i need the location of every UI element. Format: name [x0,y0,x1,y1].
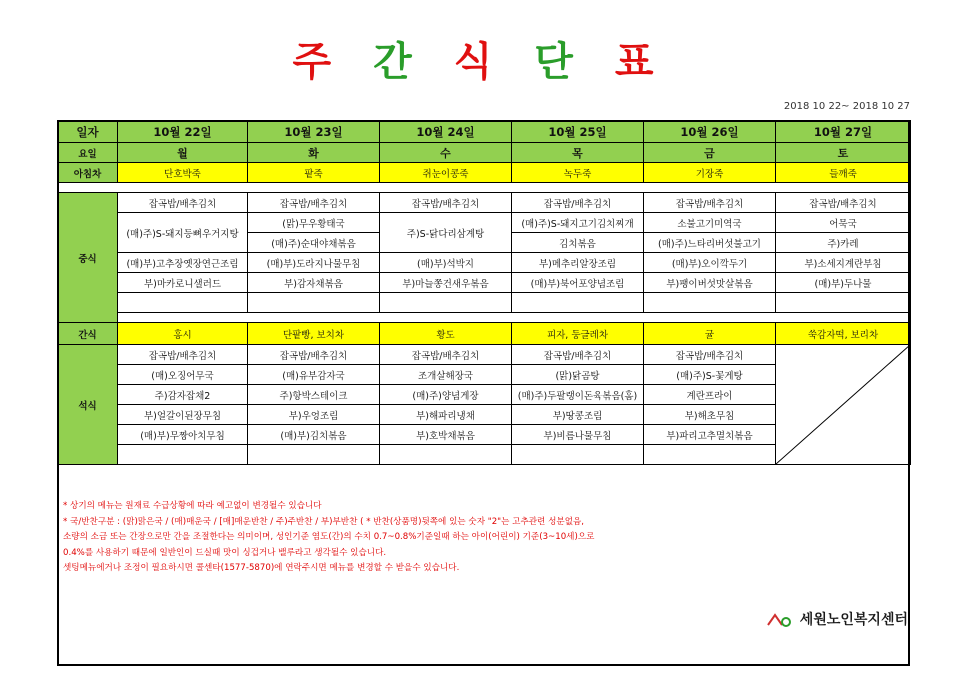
label-lunch: 중식 [58,193,118,323]
label-date: 일자 [58,121,118,143]
page-title [0,30,960,87]
date-cell: 10월 24일 [380,121,512,143]
date-cell: 10월 26일 [644,121,776,143]
dinner-item: 계란프라이 [644,385,776,405]
dinner-item: 주)감자잡채2 [118,385,248,405]
dinner-item: (매)주)두팔랭이돈육볶음(홈) [512,385,644,405]
note-line: * 상기의 메뉴는 원재료 수급상황에 따라 예고없이 변경될수 있습니다 [63,501,322,511]
dow-cell: 화 [248,143,380,163]
note-line: 소량의 소금 또는 간장으로만 간을 조절한다는 의미이며, 성인기준 염도(간)의 수치 0.7~0.8%기준일때 하는 아이(어린이) 기준(3~10세)으로 [63,532,595,542]
snack-cell: 단팥빵, 보치차 [248,323,380,345]
dinner-item: 조개살해장국 [380,365,512,385]
dow-cell: 월 [118,143,248,163]
dinner-item: (맑)닭곰탕 [512,365,644,385]
lunch-item: 잡곡밥/배추김치 [644,193,776,213]
lunch-item: (매)주)S-돼지고기김치찌개 [512,213,644,233]
lunch-item: (매)부)두나물 [776,273,911,293]
date-cell: 10월 23일 [248,121,380,143]
breakfast-cell: 들깨죽 [776,163,911,183]
dinner-item: (매)오징어무국 [118,365,248,385]
lunch-item: (매)주)순대야채볶음 [248,233,380,253]
lunch-item: 잡곡밥/배추김치 [248,193,380,213]
date-range: 2018 10 22~ 2018 10 27 [783,101,910,112]
dinner-item: 부)땅콩조림 [512,405,644,425]
lunch-item: (매)부)오이깍두기 [644,253,776,273]
lunch-item: 어묵국 [776,213,911,233]
lunch-item: (매)부)석박지 [380,253,512,273]
lunch-item: (매)주)S-돼지등뼈우거지탕 [118,213,248,253]
dinner-item: (매)유부감자국 [248,365,380,385]
dinner-item: 부)우엉조림 [248,405,380,425]
date-cell: 10월 25일 [512,121,644,143]
dinner-item: (매)부)무짱아치무침 [118,425,248,445]
lunch-item: 부)감자채볶음 [248,273,380,293]
dinner-item: 부)비름나물무침 [512,425,644,445]
label-breakfast: 아침차 [58,163,118,183]
dinner-item: 잡곡밥/배추김치 [248,345,380,365]
lunch-item: 부)소세지계란부침 [776,253,911,273]
breakfast-cell: 쥐눈이콩죽 [380,163,512,183]
lunch-item: 부)팽이버섯맛살볶음 [644,273,776,293]
dinner-item: (매)주)S-꽃게탕 [644,365,776,385]
lunch-item: 주)카레 [776,233,911,253]
dinner-item: 잡곡밥/배추김치 [380,345,512,365]
lunch-item: (매)부)북어포양념조림 [512,273,644,293]
lunch-item: (매)부)도라지나물무침 [248,253,380,273]
lunch-item: (매)부)고추장옛장연근조림 [118,253,248,273]
title-char: 주 [292,39,346,85]
dow-cell: 금 [644,143,776,163]
dinner-item: (매)부)김치볶음 [248,425,380,445]
label-dow: 요일 [58,143,118,163]
org-name: 세원노인복지센터 [799,612,908,628]
title-char: 간 [373,39,426,85]
label-dinner: 석식 [58,345,118,465]
lunch-item: 부)메추리알장조림 [512,253,644,273]
dow-cell: 목 [512,143,644,163]
lunch-item: (매)주)느타리버섯불고기 [644,233,776,253]
lunch-item: 부)마늘쫑건새우볶음 [380,273,512,293]
lunch-item: 소불고기미역국 [644,213,776,233]
dinner-item: 잡곡밥/배추김치 [118,345,248,365]
breakfast-cell: 기장죽 [644,163,776,183]
note-line: 0.4%를 사용하기 때문에 일반인이 드실때 맛이 싱겁거나 밸루라고 생각될수 있습니다. [63,547,387,558]
dinner-item: 잡곡밥/배추김치 [512,345,644,365]
lunch-item: 김치볶음 [512,233,644,253]
dinner-item: 부)해초무침 [644,405,776,425]
dinner-item: 부)해파리냉채 [380,405,512,425]
lunch-item: 잡곡밥/배추김치 [118,193,248,213]
lunch-item: 주)S-닭다리삼계탕 [380,213,512,253]
note-line: 셋팅메뉴에거나 조정이 필요하시면 콜센타(1577-5870)에 연락주시면 메뉴를 변경할 수 받을수 있습니다. [63,563,460,573]
lunch-item: (맑)무우황태국 [248,213,380,233]
breakfast-cell: 단호박죽 [118,163,248,183]
dinner-item: 잡곡밥/배추김치 [644,345,776,365]
dinner-item: 부)얼갈이된장무침 [118,405,248,425]
dinner-item: 부)호박채볶음 [380,425,512,445]
house-logo-icon [766,610,792,628]
dow-cell: 수 [380,143,512,163]
title-char: 단 [534,39,587,85]
breakfast-cell: 녹두죽 [512,163,644,183]
date-cell: 10월 22일 [118,121,248,143]
lunch-item: 잡곡밥/배추김치 [512,193,644,213]
snack-cell: 귤 [644,323,776,345]
title-char: 식 [453,39,507,85]
dinner-item: (매)주)양념게장 [380,385,512,405]
snack-cell: 황도 [380,323,512,345]
lunch-item: 부)마카로니샐러드 [118,273,248,293]
note-line: * 국/반찬구분 : (맑)맑은국 / (매)매운국 / [매]매운반찬 / 주)주반찬 / 부)부반찬 ( * 반찬(상품명)뒷쪽에 있는 숫자 "2"는 고추관련 성분없음, [63,516,585,527]
dinner-item: 부)파리고추멸치볶음 [644,425,776,445]
breakfast-cell: 팥죽 [248,163,380,183]
lunch-item: 잡곡밥/배추김치 [380,193,512,213]
dinner-item: 주)항박스테이크 [248,385,380,405]
snack-cell: 피자, 둥글레차 [512,323,644,345]
lunch-item: 잡곡밥/배추김치 [776,193,911,213]
notes-block [63,499,903,577]
snack-cell: 홍시 [118,323,248,345]
snack-cell: 쑥감자떡, 보리차 [776,323,911,345]
title-char: 표 [614,39,668,85]
date-cell: 10월 27일 [776,121,911,143]
label-snack: 간식 [58,323,118,345]
org-logo [766,609,908,629]
outer-frame [57,120,910,666]
dow-cell: 토 [776,143,911,163]
